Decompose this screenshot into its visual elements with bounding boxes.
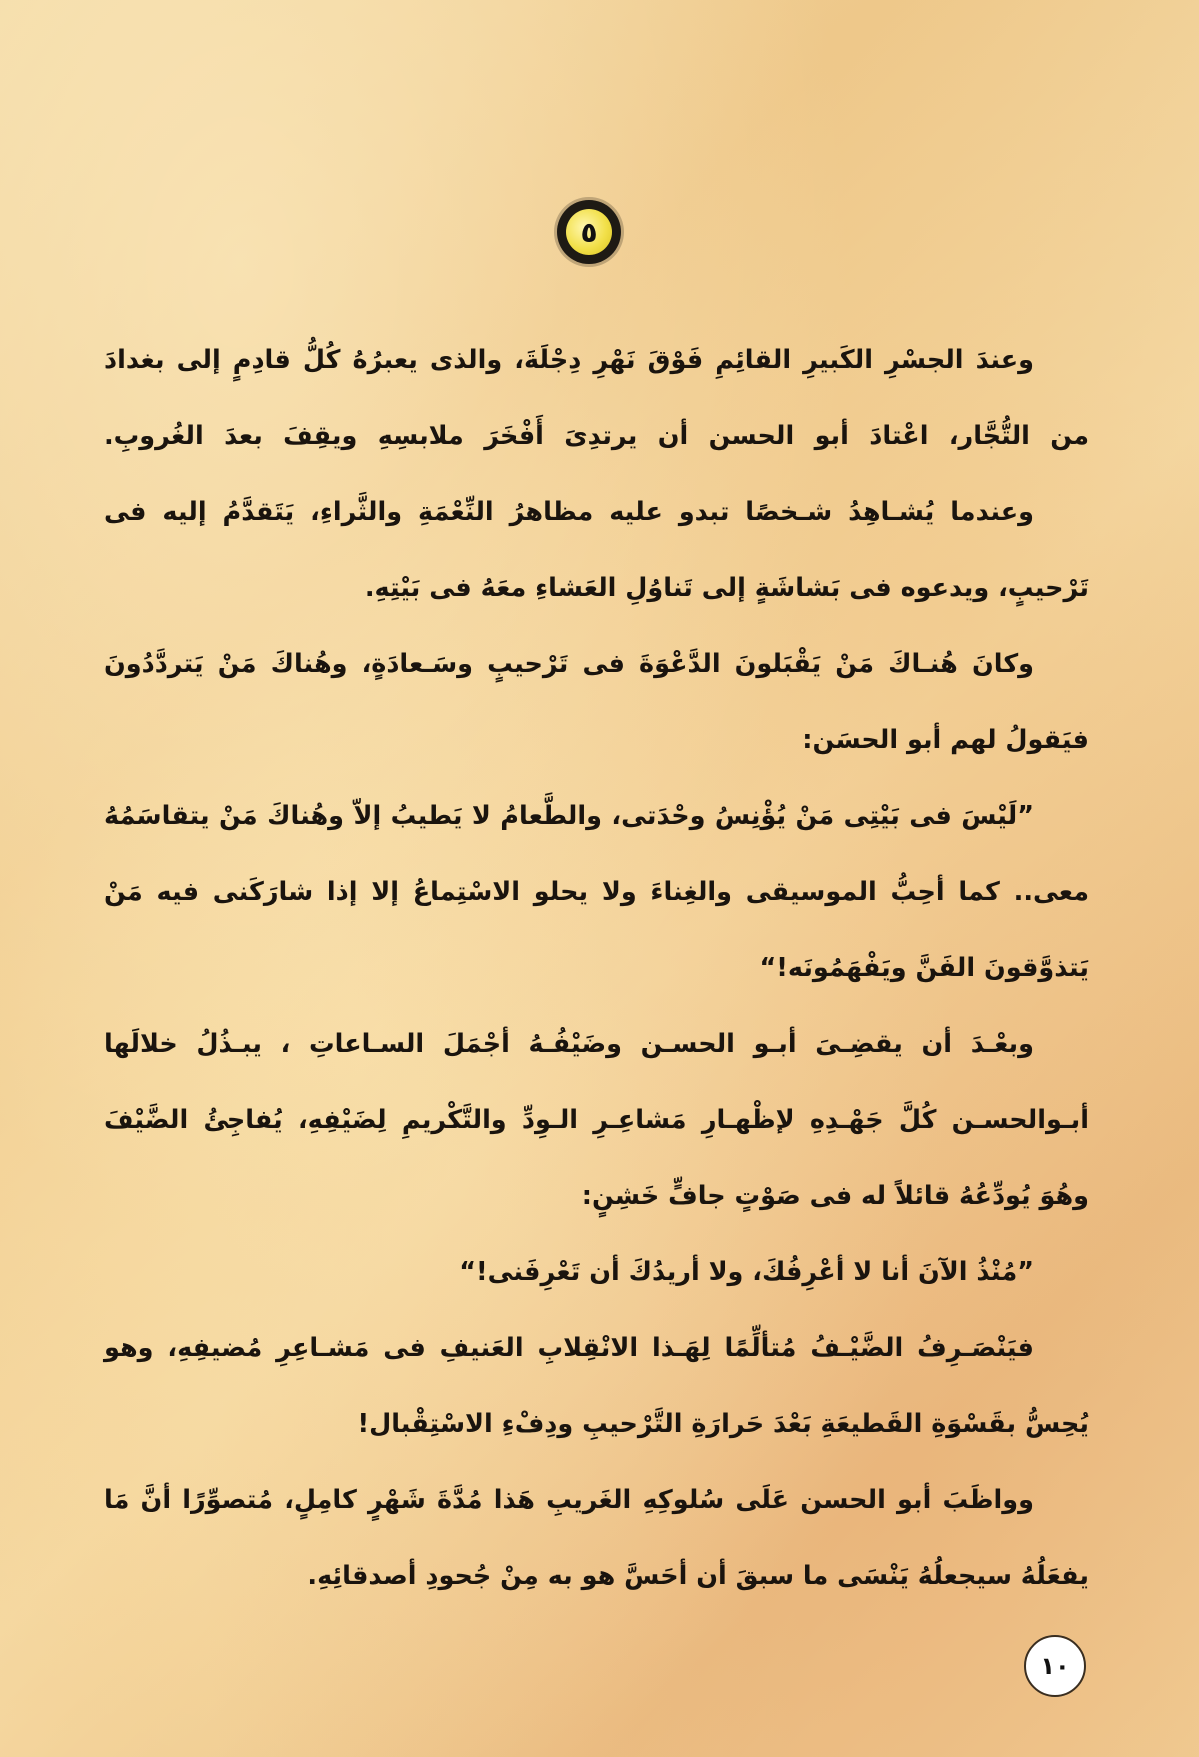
text-line: ”مُنْذُ الآنَ أنا لا أعْرِفُكَ، ولا أريدُكَ أن تَعْرِفَنى!“ xyxy=(459,1257,1034,1287)
text-line: يفعَلُهُ سيجعلُهُ يَنْسَى ما سبقَ أن أحَسَّ هو به مِنْ جُحودِ أصدقائِهِ. xyxy=(307,1561,1089,1591)
text-line: وعندما يُشـاهِدُ شـخصًا تبدو عليه مظاهرُ النِّعْمَةِ والثَّراءِ، يَتَقدَّمُ إليه فى xyxy=(104,497,1034,527)
text-line: معى.. كما أحِبُّ الموسيقى والغِناءَ ولا يحلو الاسْتِماعُ إلا إذا شارَكَنى فيه مَنْ xyxy=(104,877,1089,907)
text-line: فيَقولُ لهم أبو الحسَن: xyxy=(802,725,1089,755)
text-line: وبعْـدَ أن يقضِـىَ أبـو الحسـن وضَيْفُـهُ أجْمَلَ السـاعاتِ ، يبـذُلُ خلالَها xyxy=(104,1029,1034,1059)
text-line: تَرْحيبٍ، ويدعوه فى بَشاشَةٍ إلى تَناوُلِ العَشاءِ معَهُ فى بَيْتِهِ. xyxy=(364,573,1089,603)
body-text xyxy=(104,322,1089,1614)
chapter-number: ٥ xyxy=(566,209,612,255)
text-line: أبـوالحسـن كُلَّ جَهْـدِهِ لإظْهـارِ مَشاعِـرِ الـوِدِّ والتَّكْريمِ لِضَيْفِهِ، يُفاجِئُ الضَّيْفَ xyxy=(104,1105,1089,1135)
text-line: فيَنْصَـرِفُ الضَّيْـفُ مُتألِّمًا لِهَـذا الانْقِلابِ العَنيفِ فى مَشـاعِرِ مُضيفِهِ، وهو xyxy=(104,1333,1034,1363)
text-line: يَتذوَّقونَ الفَنَّ ويَفْهَمُونَه!“ xyxy=(759,953,1089,983)
text-line: ”لَيْسَ فى بَيْتِى مَنْ يُؤْنِسُ وحْدَتى، والطَّعامُ لا يَطيبُ إلاّ وهُناكَ مَنْ يتقاسَمُهُ xyxy=(104,801,1034,831)
text-line: وواظَبَ أبو الحسن عَلَى سُلوكِهِ الغَريبِ هَذا مُدَّةَ شَهْرٍ كامِلٍ، مُتصوِّرًا أنَّ مَا xyxy=(104,1485,1034,1515)
page-number: ١٠ xyxy=(1024,1635,1086,1697)
text-line: وكانَ هُنـاكَ مَنْ يَقْبَلونَ الدَّعْوَةَ فى تَرْحيبٍ وسَـعادَةٍ، وهُناكَ مَنْ يَتردَّدُونَ xyxy=(104,649,1034,679)
text-line: وعندَ الجسْرِ الكَبيرِ القائِمِ فَوْقَ نَهْرِ دِجْلَةَ، والذى يعبرُهُ كُلُّ قادِمٍ إلى بغدادَ xyxy=(104,345,1034,375)
text-line: يُحِسُّ بقَسْوَةِ القَطيعَةِ بَعْدَ حَرارَةِ التَّرْحيبِ ودِفْءِ الاسْتِقْبال! xyxy=(357,1409,1089,1439)
text-line: وهُوَ يُودِّعُهُ قائلاً له فى صَوْتٍ جافٍّ خَشِنٍ: xyxy=(581,1181,1089,1211)
chapter-number-badge xyxy=(557,200,621,264)
text-line: من التُّجَّار، اعْتادَ أبو الحسن أن يرتدِىَ أَفْخَرَ ملابسِهِ ويقِفَ بعدَ الغُروبِ. xyxy=(104,421,1089,451)
